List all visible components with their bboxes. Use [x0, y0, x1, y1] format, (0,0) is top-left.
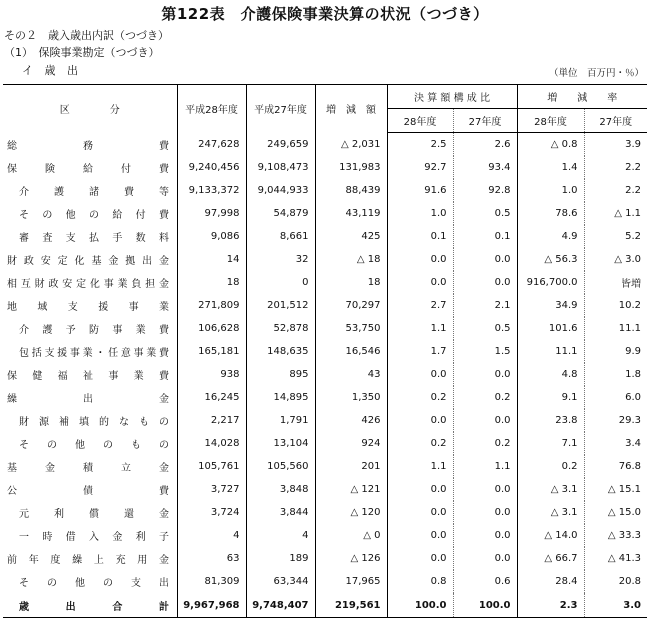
- cell-difference: 43: [315, 363, 387, 386]
- cell-fy27: 8,661: [246, 225, 315, 248]
- cell-rate-28: △ 66.7: [517, 547, 584, 570]
- cell-fy27: 249,659: [246, 133, 315, 157]
- header-composition-28: 28年度: [387, 109, 453, 133]
- cell-fy28: 247,628: [177, 133, 246, 157]
- cell-rate-28: 4.9: [517, 225, 584, 248]
- cell-fy27: 0: [246, 271, 315, 294]
- cell-composition-28: 92.7: [387, 156, 453, 179]
- row-label: [3, 386, 177, 409]
- cell-rate-28: 4.8: [517, 363, 584, 386]
- cell-difference: 16,546: [315, 340, 387, 363]
- cell-fy27: 63,344: [246, 570, 315, 593]
- cell-rate-28: 7.1: [517, 432, 584, 455]
- cell-composition-27: 0.2: [453, 432, 517, 455]
- header-category: 区 分: [59, 105, 120, 117]
- table-body: [3, 133, 647, 618]
- cell-difference: △ 18: [315, 248, 387, 271]
- row-label-text: 相互財政安定化事業負担金: [7, 279, 169, 290]
- cell-difference: △ 121: [315, 478, 387, 501]
- cell-rate-28: 1.0: [517, 179, 584, 202]
- row-label-text: 前年度繰上充用金: [7, 555, 169, 566]
- row-label-text: その他のもの: [19, 440, 169, 451]
- cell-fy27: 14,895: [246, 386, 315, 409]
- cell-composition-27: 93.4: [453, 156, 517, 179]
- expenditure-table: [3, 84, 647, 618]
- cell-composition-27: 0.0: [453, 248, 517, 271]
- cell-rate-28: 9.1: [517, 386, 584, 409]
- cell-rate-28: 28.4: [517, 570, 584, 593]
- cell-fy28: 9,240,456: [177, 156, 246, 179]
- cell-composition-27: 0.0: [453, 363, 517, 386]
- table-row: [3, 225, 647, 248]
- cell-composition-27: 0.0: [453, 478, 517, 501]
- table-row: [3, 248, 647, 271]
- header-rate-27: 27年度: [584, 109, 647, 133]
- header-rate-28: 28年度: [517, 109, 584, 133]
- cell-fy28: 938: [177, 363, 246, 386]
- cell-difference: 1,350: [315, 386, 387, 409]
- cell-composition-27: 0.5: [453, 202, 517, 225]
- cell-fy27: 189: [246, 547, 315, 570]
- table-row: [3, 156, 647, 179]
- cell-composition-28: 0.0: [387, 248, 453, 271]
- row-label-text: 一時借入金利子: [19, 532, 169, 543]
- header-difference: 増 減 額: [315, 85, 387, 133]
- cell-difference: 201: [315, 455, 387, 478]
- cell-fy28: 165,181: [177, 340, 246, 363]
- cell-composition-27: 0.5: [453, 317, 517, 340]
- table-row: [3, 593, 647, 618]
- row-label: [3, 133, 177, 157]
- cell-composition-27: 0.6: [453, 570, 517, 593]
- cell-fy27: 32: [246, 248, 315, 271]
- row-label-text: 介護予防事業費: [19, 325, 169, 336]
- table-row: [3, 409, 647, 432]
- header-change-rate: 増 減 率: [517, 85, 647, 109]
- cell-fy27: 201,512: [246, 294, 315, 317]
- cell-rate-27: 皆増: [584, 271, 647, 294]
- cell-rate-27: 10.2: [584, 294, 647, 317]
- cell-fy28: 106,628: [177, 317, 246, 340]
- cell-composition-27: 0.2: [453, 386, 517, 409]
- cell-rate-27: 9.9: [584, 340, 647, 363]
- row-label: [3, 409, 177, 432]
- cell-rate-28: 78.6: [517, 202, 584, 225]
- cell-fy28: 16,245: [177, 386, 246, 409]
- cell-composition-28: 0.0: [387, 478, 453, 501]
- cell-rate-27: 6.0: [584, 386, 647, 409]
- row-label-text: 保険給付費: [7, 164, 169, 175]
- cell-composition-27: 0.0: [453, 409, 517, 432]
- cell-fy28: 14,028: [177, 432, 246, 455]
- row-label-text: その他の給付費: [19, 210, 169, 221]
- cell-difference: 131,983: [315, 156, 387, 179]
- cell-fy27: 9,748,407: [246, 593, 315, 618]
- row-label-text: 審査支払手数料: [19, 233, 169, 244]
- cell-composition-28: 0.0: [387, 271, 453, 294]
- cell-fy27: 3,844: [246, 501, 315, 524]
- cell-composition-27: 92.8: [453, 179, 517, 202]
- cell-rate-27: △ 1.1: [584, 202, 647, 225]
- cell-fy27: 3,848: [246, 478, 315, 501]
- cell-rate-27: △ 41.3: [584, 547, 647, 570]
- table-row: [3, 501, 647, 524]
- cell-composition-28: 0.0: [387, 547, 453, 570]
- row-label: [3, 501, 177, 524]
- cell-fy27: 9,044,933: [246, 179, 315, 202]
- cell-rate-27: 29.3: [584, 409, 647, 432]
- row-label-text: 保健福祉事業費: [7, 371, 169, 382]
- cell-rate-27: 3.0: [584, 593, 647, 618]
- cell-rate-27: △ 3.0: [584, 248, 647, 271]
- row-label-text: 地域支援事業: [7, 302, 169, 313]
- cell-rate-27: 76.8: [584, 455, 647, 478]
- cell-difference: 425: [315, 225, 387, 248]
- unit-note: （単位 百万円・％）: [548, 68, 644, 79]
- table-row: [3, 271, 647, 294]
- section-subtitle: その２ 歳入歳出内訳（つづき）: [4, 29, 169, 42]
- cell-difference: 219,561: [315, 593, 387, 618]
- cell-composition-27: 1.1: [453, 455, 517, 478]
- table-title: 第122表 介護保険事業決算の状況（つづき）: [161, 5, 489, 23]
- table-row: [3, 294, 647, 317]
- cell-fy27: 4: [246, 524, 315, 547]
- cell-composition-27: 100.0: [453, 593, 517, 618]
- cell-fy28: 2,217: [177, 409, 246, 432]
- cell-rate-27: 5.2: [584, 225, 647, 248]
- cell-composition-28: 0.2: [387, 386, 453, 409]
- row-label-text: その他の支出: [19, 578, 169, 589]
- cell-rate-27: 2.2: [584, 179, 647, 202]
- cell-composition-27: 0.1: [453, 225, 517, 248]
- cell-rate-28: 916,700.0: [517, 271, 584, 294]
- cell-composition-27: 0.0: [453, 271, 517, 294]
- row-label-text: 総務費: [7, 140, 169, 152]
- table-row: [3, 570, 647, 593]
- cell-fy27: 9,108,473: [246, 156, 315, 179]
- cell-fy27: 52,878: [246, 317, 315, 340]
- table-row: [3, 478, 647, 501]
- row-label: [3, 432, 177, 455]
- cell-rate-28: 1.4: [517, 156, 584, 179]
- cell-difference: △ 120: [315, 501, 387, 524]
- row-label-text: 財源補填的なもの: [19, 417, 169, 428]
- cell-composition-28: 0.0: [387, 501, 453, 524]
- cell-rate-27: 20.8: [584, 570, 647, 593]
- cell-composition-27: 0.0: [453, 524, 517, 547]
- cell-difference: △ 2,031: [315, 133, 387, 157]
- cell-rate-27: 1.8: [584, 363, 647, 386]
- row-label: [3, 547, 177, 570]
- cell-fy27: 13,104: [246, 432, 315, 455]
- cell-fy28: 18: [177, 271, 246, 294]
- row-label: [3, 363, 177, 386]
- row-label: [3, 593, 177, 618]
- cell-composition-27: 2.6: [453, 133, 517, 157]
- category-subtitle: イ 歳 出: [22, 64, 82, 77]
- cell-difference: 17,965: [315, 570, 387, 593]
- cell-fy28: 3,727: [177, 478, 246, 501]
- row-label: [3, 225, 177, 248]
- cell-fy28: 9,086: [177, 225, 246, 248]
- row-label: [3, 340, 177, 363]
- cell-composition-28: 0.1: [387, 225, 453, 248]
- cell-composition-27: 0.0: [453, 547, 517, 570]
- cell-rate-28: △ 3.1: [517, 478, 584, 501]
- cell-rate-27: 3.4: [584, 432, 647, 455]
- cell-fy28: 3,724: [177, 501, 246, 524]
- row-label-text: 介護諸費等: [19, 187, 169, 198]
- cell-rate-28: 101.6: [517, 317, 584, 340]
- cell-fy27: 148,635: [246, 340, 315, 363]
- cell-composition-28: 1.1: [387, 455, 453, 478]
- row-label: [3, 455, 177, 478]
- row-label: [3, 179, 177, 202]
- cell-composition-28: 2.5: [387, 133, 453, 157]
- row-label: [3, 570, 177, 593]
- cell-difference: 426: [315, 409, 387, 432]
- row-label-text: 元利償還金: [19, 509, 169, 520]
- cell-rate-27: △ 15.1: [584, 478, 647, 501]
- cell-rate-27: 11.1: [584, 317, 647, 340]
- row-label-text: 公債費: [7, 486, 169, 497]
- cell-composition-28: 100.0: [387, 593, 453, 618]
- cell-fy28: 271,809: [177, 294, 246, 317]
- row-label: [3, 478, 177, 501]
- table-row: [3, 547, 647, 570]
- row-label-text: 包括支援事業・任意事業費: [19, 348, 169, 359]
- cell-rate-28: △ 14.0: [517, 524, 584, 547]
- cell-fy28: 105,761: [177, 455, 246, 478]
- cell-fy28: 14: [177, 248, 246, 271]
- table-row: [3, 340, 647, 363]
- row-label-text: 財政安定化基金拠出金: [7, 256, 169, 267]
- cell-difference: 43,119: [315, 202, 387, 225]
- cell-composition-28: 0.2: [387, 432, 453, 455]
- cell-difference: 924: [315, 432, 387, 455]
- cell-fy28: 97,998: [177, 202, 246, 225]
- cell-difference: 88,439: [315, 179, 387, 202]
- cell-composition-27: 0.0: [453, 501, 517, 524]
- cell-difference: △ 126: [315, 547, 387, 570]
- table-row: [3, 455, 647, 478]
- cell-fy28: 9,133,372: [177, 179, 246, 202]
- cell-rate-28: △ 3.1: [517, 501, 584, 524]
- cell-rate-27: △ 33.3: [584, 524, 647, 547]
- cell-difference: 70,297: [315, 294, 387, 317]
- table-row: [3, 317, 647, 340]
- cell-composition-28: 0.0: [387, 409, 453, 432]
- row-label: [3, 271, 177, 294]
- cell-rate-28: 34.9: [517, 294, 584, 317]
- cell-fy27: 54,879: [246, 202, 315, 225]
- cell-fy27: 1,791: [246, 409, 315, 432]
- table-row: [3, 133, 647, 157]
- cell-rate-28: △ 0.8: [517, 133, 584, 157]
- cell-composition-27: 1.5: [453, 340, 517, 363]
- cell-rate-27: 3.9: [584, 133, 647, 157]
- cell-composition-28: 0.8: [387, 570, 453, 593]
- cell-rate-28: 11.1: [517, 340, 584, 363]
- cell-rate-28: △ 56.3: [517, 248, 584, 271]
- header-composition: 決 算 額 構 成 比: [387, 85, 517, 109]
- header-fy27: 平成27年度: [246, 85, 315, 133]
- cell-fy27: 895: [246, 363, 315, 386]
- cell-fy27: 105,560: [246, 455, 315, 478]
- cell-fy28: 4: [177, 524, 246, 547]
- subsection-subtitle: （1） 保険事業勘定（つづき）: [4, 46, 160, 59]
- row-label-text: 繰出金: [7, 394, 169, 405]
- cell-difference: 53,750: [315, 317, 387, 340]
- table-row: [3, 524, 647, 547]
- row-label-text: 歳出合計: [19, 601, 169, 613]
- cell-fy28: 63: [177, 547, 246, 570]
- row-label: [3, 317, 177, 340]
- cell-rate-28: 0.2: [517, 455, 584, 478]
- cell-composition-28: 0.0: [387, 524, 453, 547]
- cell-difference: 18: [315, 271, 387, 294]
- cell-composition-28: 1.1: [387, 317, 453, 340]
- cell-composition-28: 1.7: [387, 340, 453, 363]
- row-label-text: 基金積立金: [7, 463, 169, 474]
- table-row: [3, 179, 647, 202]
- row-label: [3, 156, 177, 179]
- cell-composition-28: 91.6: [387, 179, 453, 202]
- row-label: [3, 524, 177, 547]
- row-label: [3, 294, 177, 317]
- cell-rate-27: 2.2: [584, 156, 647, 179]
- table-row: [3, 432, 647, 455]
- table-row: [3, 386, 647, 409]
- row-label: [3, 202, 177, 225]
- table-row: [3, 202, 647, 225]
- cell-composition-28: 0.0: [387, 363, 453, 386]
- cell-composition-28: 1.0: [387, 202, 453, 225]
- table-row: [3, 363, 647, 386]
- cell-fy28: 9,967,968: [177, 593, 246, 618]
- row-label: [3, 248, 177, 271]
- header-fy28: 平成28年度: [177, 85, 246, 133]
- cell-composition-27: 2.1: [453, 294, 517, 317]
- cell-rate-27: △ 15.0: [584, 501, 647, 524]
- cell-rate-28: 2.3: [517, 593, 584, 618]
- cell-difference: △ 0: [315, 524, 387, 547]
- header-composition-27: 27年度: [453, 109, 517, 133]
- cell-rate-28: 23.8: [517, 409, 584, 432]
- cell-fy28: 81,309: [177, 570, 246, 593]
- cell-composition-28: 2.7: [387, 294, 453, 317]
